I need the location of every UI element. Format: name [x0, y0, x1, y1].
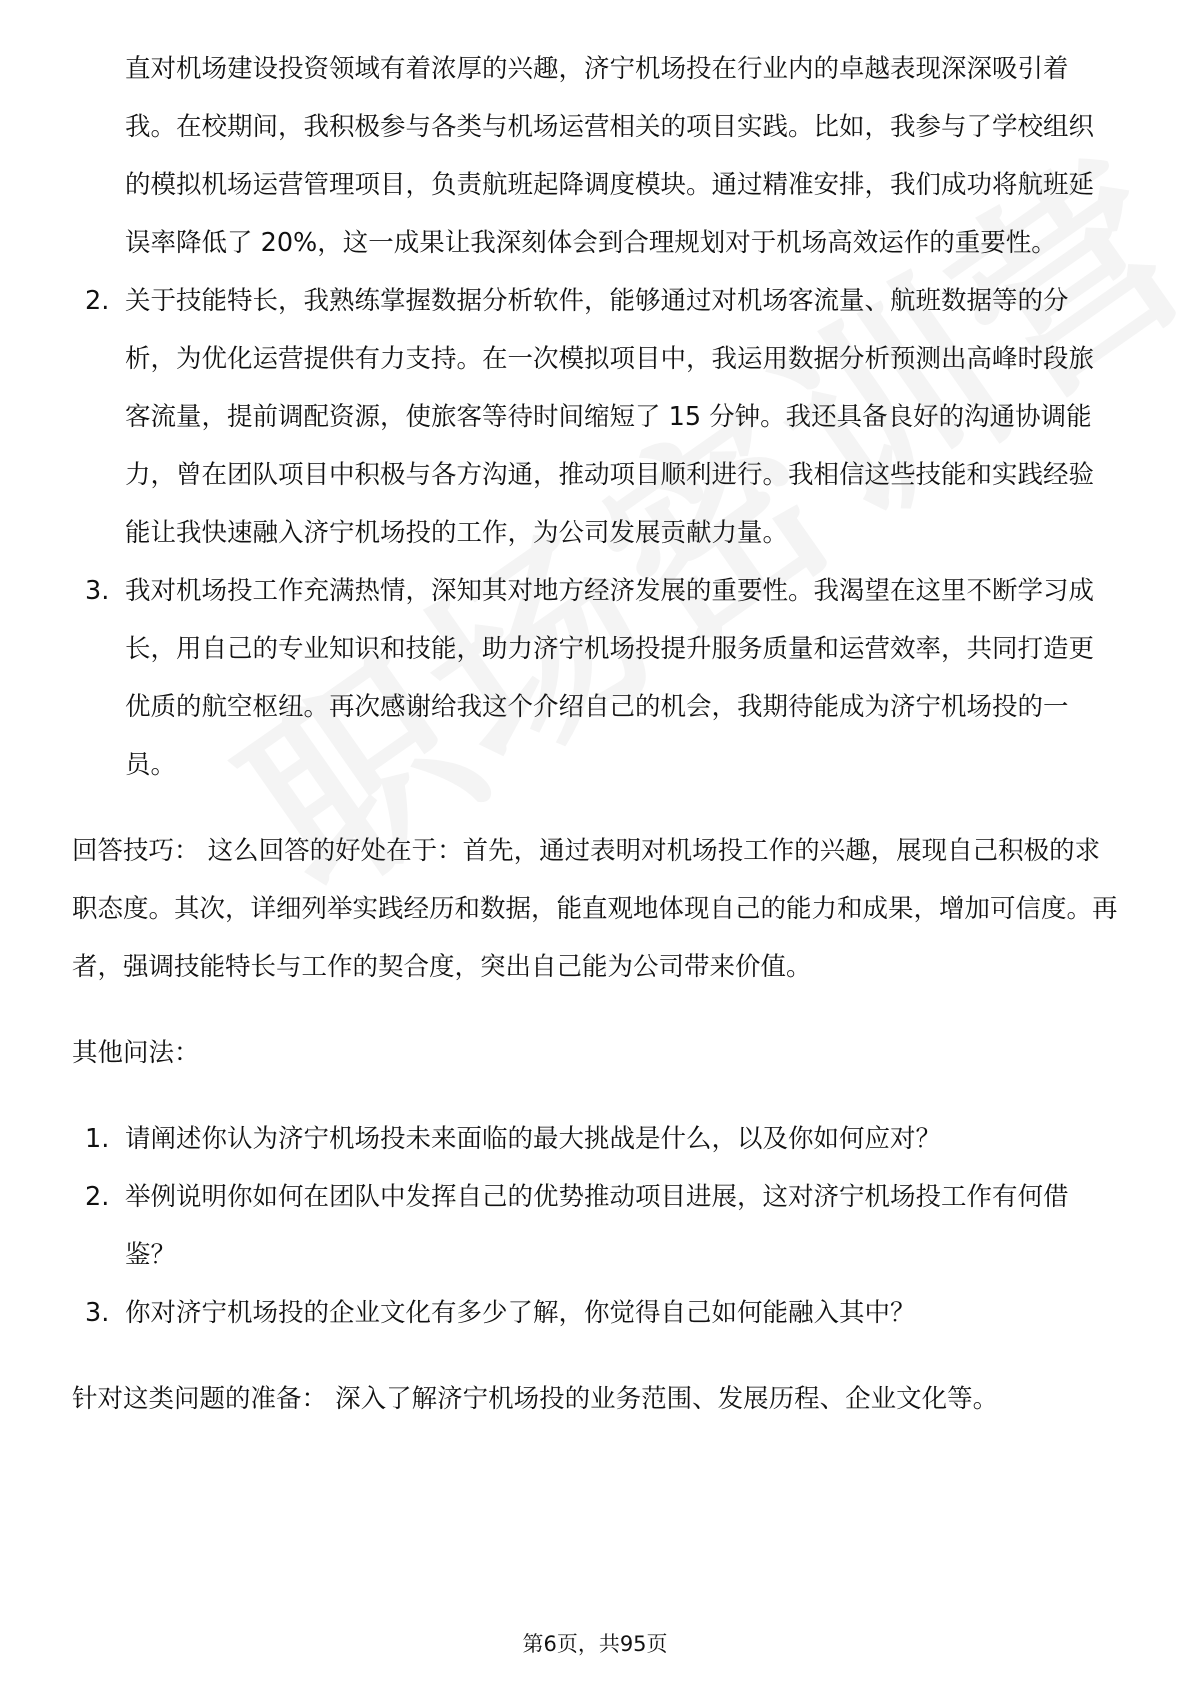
other-questions-heading: 其他问法：	[72, 1038, 200, 1068]
list-number: 1.	[85, 1124, 110, 1154]
other-questions-list	[72, 1110, 1118, 1342]
other-question-text: 请阐述你认为济宁机场投未来面临的最大挑战是什么，以及你如何应对？	[125, 1124, 942, 1154]
other-question-item	[72, 1110, 1118, 1168]
answer-tips-paragraph: 回答技巧： 这么回答的好处在于：首先，通过表明对机场投工作的兴趣，展现自己积极的求职态度。其次，详细列举实践经历和数据，能直观地体现自己的能力和成果，增加可信度。再者，强调技能特长与工作的契合度，突出自己能为公司带来价值。	[72, 836, 1118, 982]
answer-list	[72, 272, 1118, 794]
list-number: 3.	[85, 576, 110, 606]
answer-item-text: 我对机场投工作充满热情，深知其对地方经济发展的重要性。我渴望在这里不断学习成长，用自己的专业知识和技能，助力济宁机场投提升服务质量和运营效率，共同打造更优质的航空枢纽。再次感谢给我这个介绍自己的机会，我期待能成为济宁机场投的一员。	[125, 576, 1095, 780]
answer-item-text: 关于技能特长，我熟练掌握数据分析软件，能够通过对机场客流量、航班数据等的分析，为优化运营提供有力支持。在一次模拟项目中，我运用数据分析预测出高峰时段旅客流量，提前调配资源，使旅客等待时间缩短了 15 分钟。我还具备良好的沟通协调能力，曾在团队项目中积极与各方沟通，推动项目顺利进行。我相信这些技能和实践经验能让我快速融入济宁机场投的工作，为公司发展贡献力量。	[125, 286, 1095, 548]
page-content	[72, 40, 1118, 1428]
other-question-text: 举例说明你如何在团队中发挥自己的优势推动项目进展，这对济宁机场投工作有何借鉴？	[125, 1182, 1069, 1270]
intro-continuation-paragraph: 直对机场建设投资领域有着浓厚的兴趣，济宁机场投在行业内的卓越表现深深吸引着我。在校期间，我积极参与各类与机场运营相关的项目实践。比如，我参与了学校组织的模拟机场运营管理项目，负责航班起降调度模块。通过精准安排，我们成功将航班延误率降低了 20%，这一成果让我深刻体会到合理规划对于机场高效运作的重要性。	[125, 54, 1095, 258]
other-question-item	[72, 1284, 1118, 1342]
page-footer: 第6页，共95页	[522, 1632, 668, 1656]
list-number: 2.	[85, 286, 110, 316]
answer-item-2	[72, 272, 1118, 562]
answer-item-3	[72, 562, 1118, 794]
list-number: 2.	[85, 1182, 110, 1212]
list-number: 3.	[85, 1298, 110, 1328]
preparation-paragraph: 针对这类问题的准备： 深入了解济宁机场投的业务范围、发展历程、企业文化等。	[72, 1384, 999, 1414]
other-question-item	[72, 1168, 1118, 1284]
other-question-text: 你对济宁机场投的企业文化有多少了解，你觉得自己如何能融入其中？	[125, 1298, 916, 1328]
